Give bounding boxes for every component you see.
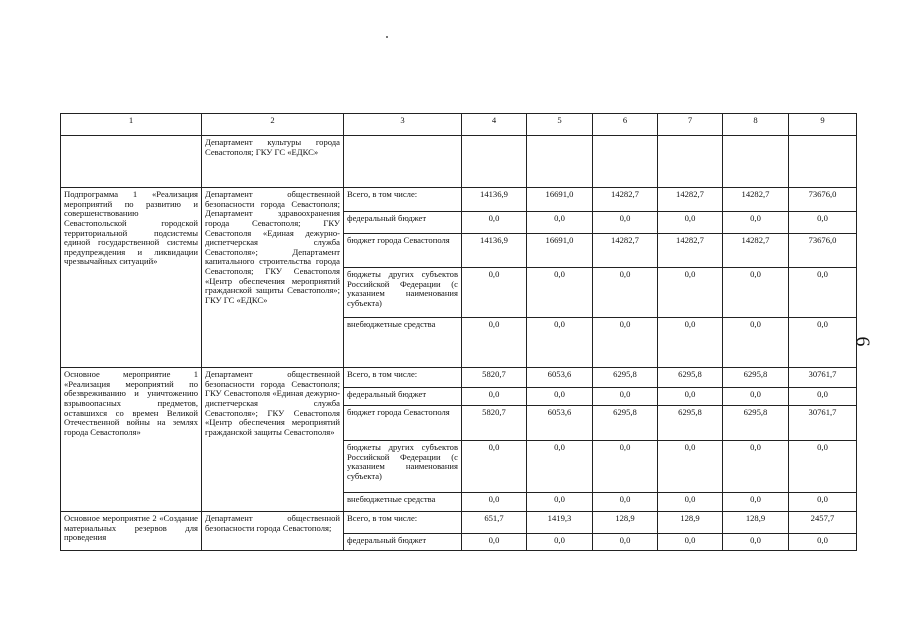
header-cell: 5 (527, 114, 593, 136)
value-cell: 2457,7 (789, 512, 857, 534)
value-cell: 6295,8 (658, 406, 723, 441)
header-cell: 6 (593, 114, 658, 136)
page-number: 6 (851, 336, 874, 347)
continuation-row (61, 136, 857, 188)
value-cell: 0,0 (658, 441, 723, 493)
value-cell: 0,0 (658, 388, 723, 406)
value-cell: 0,0 (789, 268, 857, 318)
empty-cell (61, 136, 202, 188)
scan-speck (386, 36, 388, 38)
value-cell: 128,9 (723, 512, 789, 534)
value-cell: 0,0 (593, 534, 658, 551)
empty-cell (462, 136, 527, 188)
value-cell: 0,0 (527, 493, 593, 512)
empty-cell (593, 136, 658, 188)
table-row (61, 368, 857, 388)
value-cell: 0,0 (527, 212, 593, 234)
value-cell: 14136,9 (462, 234, 527, 268)
table-row (61, 188, 857, 212)
empty-cell (658, 136, 723, 188)
value-cell: 0,0 (789, 534, 857, 551)
value-cell: 0,0 (462, 388, 527, 406)
funding-source-cell: Всего, в том числе: (344, 368, 462, 388)
value-cell: 0,0 (789, 493, 857, 512)
value-cell: 0,0 (462, 318, 527, 368)
funding-source-cell: федеральный бюджет (344, 388, 462, 406)
value-cell: 16691,0 (527, 234, 593, 268)
program-title-cell: Подпрограмма 1 «Реализация мероприятий по развитию и совершенствованию Севастопольской городской территориальной подсистемы единой государственной системы предупреждения и ликвидации чрезвычайных ситуаций» (61, 188, 202, 368)
value-cell: 16691,0 (527, 188, 593, 212)
value-cell: 0,0 (462, 493, 527, 512)
funding-source-cell: бюджеты других субъектов Российской Федерации (с указанием наименования субъекта) (344, 441, 462, 493)
table-row (61, 512, 857, 534)
value-cell: 5820,7 (462, 406, 527, 441)
value-cell: 5820,7 (462, 368, 527, 388)
funding-source-cell: бюджет города Севастополя (344, 234, 462, 268)
value-cell: 128,9 (593, 512, 658, 534)
value-cell: 0,0 (527, 268, 593, 318)
value-cell: 0,0 (789, 212, 857, 234)
value-cell: 0,0 (593, 268, 658, 318)
value-cell: 14136,9 (462, 188, 527, 212)
value-cell: 14282,7 (593, 234, 658, 268)
value-cell: 0,0 (658, 268, 723, 318)
value-cell: 0,0 (723, 318, 789, 368)
executor-cell: Департамент культуры города Севастополя; ГКУ ГС «ЕДКС» (202, 136, 344, 188)
value-cell: 0,0 (723, 212, 789, 234)
value-cell: 14282,7 (658, 188, 723, 212)
executor-cell: Департамент общественной безопасности города Севастополя; (202, 512, 344, 551)
value-cell: 6295,8 (593, 368, 658, 388)
funding-source-cell: внебюджетные средства (344, 493, 462, 512)
header-cell: 2 (202, 114, 344, 136)
value-cell: 6295,8 (723, 406, 789, 441)
value-cell: 0,0 (527, 534, 593, 551)
value-cell: 0,0 (723, 388, 789, 406)
value-cell: 0,0 (527, 388, 593, 406)
value-cell: 0,0 (789, 441, 857, 493)
value-cell: 0,0 (658, 318, 723, 368)
funding-source-cell: бюджет города Севастополя (344, 406, 462, 441)
funding-source-cell: Всего, в том числе: (344, 512, 462, 534)
header-cell: 1 (61, 114, 202, 136)
value-cell: 0,0 (593, 441, 658, 493)
value-cell: 0,0 (658, 212, 723, 234)
header-cell: 8 (723, 114, 789, 136)
value-cell: 0,0 (658, 534, 723, 551)
value-cell: 0,0 (462, 212, 527, 234)
empty-cell (527, 136, 593, 188)
value-cell: 14282,7 (593, 188, 658, 212)
funding-source-cell: бюджеты других субъектов Российской Федерации (с указанием наименования субъекта) (344, 268, 462, 318)
value-cell: 30761,7 (789, 406, 857, 441)
value-cell: 30761,7 (789, 368, 857, 388)
value-cell: 14282,7 (723, 188, 789, 212)
header-cell: 4 (462, 114, 527, 136)
value-cell: 6053,6 (527, 368, 593, 388)
value-cell: 0,0 (593, 388, 658, 406)
header-cell: 3 (344, 114, 462, 136)
empty-cell (789, 136, 857, 188)
value-cell: 0,0 (723, 268, 789, 318)
value-cell: 0,0 (789, 318, 857, 368)
value-cell: 0,0 (462, 441, 527, 493)
value-cell: 0,0 (462, 534, 527, 551)
value-cell: 14282,7 (658, 234, 723, 268)
value-cell: 128,9 (658, 512, 723, 534)
funding-source-cell: внебюджетные средства (344, 318, 462, 368)
value-cell: 0,0 (723, 441, 789, 493)
value-cell: 6295,8 (658, 368, 723, 388)
header-cell: 7 (658, 114, 723, 136)
value-cell: 73676,0 (789, 234, 857, 268)
value-cell: 0,0 (593, 318, 658, 368)
value-cell: 0,0 (789, 388, 857, 406)
empty-cell (723, 136, 789, 188)
value-cell: 0,0 (462, 268, 527, 318)
header-row (61, 114, 857, 136)
value-cell: 0,0 (593, 212, 658, 234)
budget-table (60, 113, 857, 551)
funding-source-cell: Всего, в том числе: (344, 188, 462, 212)
program-title-cell: Основное мероприятие 2 «Создание материальных резервов для проведения (61, 512, 202, 551)
executor-cell: Департамент общественной безопасности города Севастополя; Департамент здравоохранения города Севастополя; ГКУ Севастополя «Единая дежурно-диспетчерская служба Севастополя»; Департамент капитального строительства города Севастополя; ГКУ Севастополя «Центр обеспечения мероприятий гражданской защиты Севастополя»; ГКУ ГС «ЕДКС» (202, 188, 344, 368)
executor-cell: Департамент общественной безопасности города Севастополя; ГКУ Севастополя «Единая дежурно-диспетчерская служба Севастополя»; ГКУ Севастополя «Центр обеспечения мероприятий гражданской защиты Севастополя» (202, 368, 344, 512)
value-cell: 14282,7 (723, 234, 789, 268)
value-cell: 6295,8 (723, 368, 789, 388)
value-cell: 0,0 (593, 493, 658, 512)
program-title-cell: Основное мероприятие 1 «Реализация мероприятий по обезвреживанию и уничтожению взрывоопасных предметов, оставшихся со времен Великой Отечественной войны на землях города Севастополя» (61, 368, 202, 512)
value-cell: 0,0 (658, 493, 723, 512)
value-cell: 0,0 (527, 441, 593, 493)
funding-source-cell: федеральный бюджет (344, 534, 462, 551)
value-cell: 0,0 (527, 318, 593, 368)
value-cell: 0,0 (723, 493, 789, 512)
value-cell: 651,7 (462, 512, 527, 534)
funding-source-cell: федеральный бюджет (344, 212, 462, 234)
empty-cell (344, 136, 462, 188)
value-cell: 6053,6 (527, 406, 593, 441)
value-cell: 6295,8 (593, 406, 658, 441)
header-cell: 9 (789, 114, 857, 136)
value-cell: 1419,3 (527, 512, 593, 534)
value-cell: 0,0 (723, 534, 789, 551)
value-cell: 73676,0 (789, 188, 857, 212)
